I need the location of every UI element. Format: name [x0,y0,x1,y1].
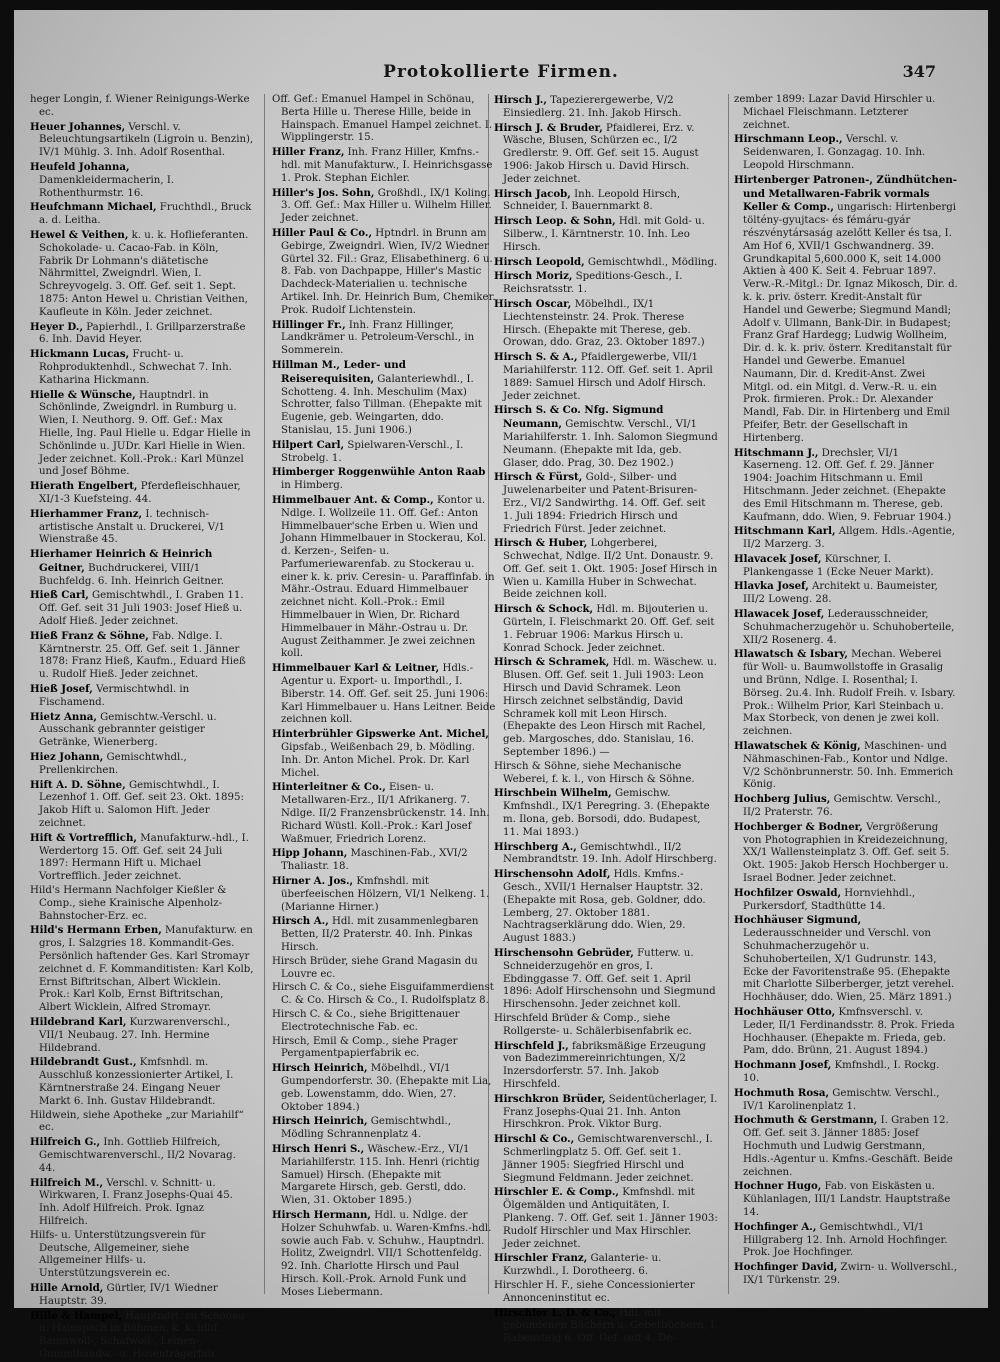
firm-details: Hauptndrl. in Schönlinde, Zweigndrl. in Rumburg u. Wien, I. Neuthorg. 9. Off. Gef.: Max Hielle, Ing. Paul Hielle u. Edgar Hielle in Schönlinde u. JUDr. Karl Hielle in Wien. Jeder zeichnet. Koll.-Prok.: Karl Münzel und Josef Böhme. [39,389,251,478]
firm-name: Himmelbauer Karl & Leitner, [272,662,440,675]
firm-details: Inh. Franz Hiller, Kmfns.-hdl. mit Manufakturw., I. Heinrichsgasse 1. Prok. Stephan Eichler. [281,147,493,184]
column-1 [30,94,254,1360]
firm-name: Hiller Franz, [272,146,345,159]
firm-entry [494,787,718,839]
firm-entry [494,298,718,350]
firm-name: Hift & Vortrefflich, [30,831,137,844]
firm-name: Hirsch Heinrich, [272,1115,368,1128]
firm-details: Papierhdl., I. Grillparzerstraße 6. Inh. David Heyer. [39,321,246,346]
firm-details: in Himberg. [281,480,344,492]
firm-entry [494,841,718,868]
firm-entry [30,832,254,884]
firm-details: Maschinen-Fab., XVI/2 Thaliastr. 18. [281,848,468,873]
page-number: 347 [902,62,936,81]
firm-entry [494,1186,718,1251]
firm-entry [272,1209,496,1300]
firm-details: Mechan. Weberei für Woll- u. Baumwollstoffe in Grasalig und Brünn, Ndlge. I. Rosenthal; I. Börseg. 2u.4. Inh. Rudolf Freih. v. Isbary. Prok.: Wilhelm Prior, Karl Steinbach u. Max Storbeck, von denen je zwei koll. zeichnen. [743,649,956,738]
firm-name: Hochmuth Rosa, [734,1086,830,1099]
firm-name: Hirschler Franz, [494,1252,588,1265]
firm-name: Hirsch Henri S., [272,1142,365,1155]
firm-details: Hdl. u. Ndlge. der Holzer Schuhwfab. u. Waren-Kmfns.-hdl. sowie auch Fab. v. Schuhw., Hauptndrl. Holitz, Zweigndrl. VII/1 Schottenfeldg. 92. Inh. Charlotte Hirsch und Paul Hirsch. Koll.-Prok. Arnold Funk und Moses Liebermann. [281,1209,492,1298]
firm-name: Hochhäuser Otto, [734,1005,836,1018]
firm-entry [734,740,958,792]
firm-details: Kontor u. Ndlge. I. Wollzeile 11. Off. Gef.: Anton Himmelbauer'sche Erben u. Wien und Johann Himmelbauer in Stockerau, Kol. d. Kerzen-, Seifen- u. Parfumeriewarenfab. zu Stockerau u. einer k. k. priv. Ceresin- u. Paraffinfab. in Mähr.-Ostrau. Eduard Himmelbauer zeichnet nicht. Koll.-Prok.: Emil Himmelbauer in Wien, Dr. Richard Himmelbauer in Mähr.-Ostrau u. Dr. August Zeithammer. Je zwei zeichnen koll. [281,494,495,660]
firm-details: Off. Gef.: Emanuel Hampel in Schönau, Berta Hille u. Therese Hille, beide in Hainspach. Emanuel Hampel zeichnet. I. Wipplingerstr. 15. [272,94,493,144]
firm-details: Hdl. mit gebundenen Büchern u. Gebetbüchern, I. Rabensteig 6. Off. Gef. seit 4. De- [503,1307,718,1345]
firm-details: Hirschler H. F., siehe Concessionierter Annonceninstitut ec. [494,1279,695,1304]
firm-name: Hiez Johann, [30,751,104,764]
firm-entry [734,174,958,446]
firm-entry [494,351,718,403]
firm-name: Hirsch & Fürst, [494,471,583,484]
firm-entry [30,1177,254,1229]
firm-details: Hirsch Brüder, siehe Grand Magasin du Louvre ec. [272,955,478,980]
firm-entry [494,537,718,602]
firm-entry [30,548,254,588]
firm-entry [494,656,718,759]
firm-name: Hilfreich M., [30,1176,103,1189]
firm-entry [30,348,254,387]
firm-entry [30,1016,254,1055]
firm-name: Hirschfeld J., [494,1039,569,1052]
firm-details: Hornviehhdl., Purkersdorf, Stadthütte 14. [743,887,916,912]
firm-entry [30,389,254,480]
firm-details: Kmfsnhdl. m. Ausschluß konzessionierter Artikel, I. Kärntnerstraße 24. Eingang Neuer Markt 6. Inh. Gustav Hildebrandt. [39,1057,234,1107]
firm-details: Lohgerberei, Schwechat, Ndlge. II/2 Unt. Donaustr. 9. Off. Gef. seit 1. Okt. 1905: Josef Hirsch in Wien u. Kamilla Huber in Schwechat. Beide zeichnen koll. [503,538,718,601]
firm-name: Hietz Anna, [30,710,97,723]
page-header [14,62,988,92]
firm-details: Gemischtwhdl., VI/1 Hillgraberg 12. Inh. Arnold Hochfinger. Prok. Joe Hochfinger. [743,1221,948,1259]
firm-entry [272,875,496,914]
firm-name: Hitschmann Karl, [734,525,836,538]
firm-details: Hdl. m. Bijouterien u. Gürteln, I. Fleischmarkt 20. Off. Gef. seit 1. Februar 1906: Markus Hirsch u. Konrad Schock. Jeder zeichnet. [503,604,715,654]
firm-details: Eisen- u. Metallwaren-Erz., II/1 Afrikanerg. 7. Ndlge. II/2 Franzensbrückenstr. 14. Inh. Richard Wüstl. Koll.-Prok.: Karl Josef Waßmuer, Friedrich Lorenz. [281,782,490,845]
running-title: Protokollierte Firmen. [383,62,619,82]
firm-entry [734,1087,958,1114]
firm-name: Hilpert Carl, [272,438,345,451]
firm-details: Gipsfab., Weißenbach 29, b. Mödling. Inh. Dr. Anton Michel. Prok. Dr. Karl Michel. [281,742,476,779]
firm-details: Lederausschneider und Verschl. von Schuhmacherzugehör u. Schuhoberteilen, X/1 Gudrunstr. 143, Ecke der Favoritenstraße 95. (Ehepakte mit Charlotte Silberberger, jetzt verehel. Hochhäuser, ddo. Wien, 25. März 1891.) [743,928,955,1004]
firm-details: I. technisch-artistische Anstalt u. Druckerei, V/1 Wienstraße 45. [39,508,225,546]
firm-entry [272,227,496,318]
firm-details: Speditions-Gesch., I. Reichsratsstr. 1. [503,271,683,296]
firm-name: Hielle & Wünsche, [30,388,136,401]
firm-entry [272,956,496,982]
firm-details: Großhdl., IX/1 Koling. 3. Off. Gef.: Max Hiller u. Wilhelm Hiller. Jeder zeichnet. [281,187,492,225]
firm-name: Hierhamer Heinrich & Heinrich Geitner, [30,548,213,574]
firm-details: Wäschew.-Erz., VI/1 Mariahilferstr. 115. Inh. Henri (richtig Samuel) Hirsch. (Ehepakte mit Margarete Hirsch, geb. Gerstl, ddo. Wien, 31. Oktober 1895.) [281,1143,480,1207]
firm-details: Pfaidlergewerbe, VII/1 Mariahilferstr. 112. Off. Gef. seit 1. April 1889: Samuel Hirsch und Adolf Hirsch. Jeder zeichnet. [503,352,713,402]
firm-name: Himmelbauer Ant. & Comp., [272,493,434,506]
firm-details: Kmfnshdl. mit Ölgemälden und Antiquitäten, I. Plankeng. 7. Off. Gef. seit 1. Jänner 1903: Rudolf Hirschler und Max Hirschler. Jeder zeichnet. [503,1187,718,1250]
firm-name: Hild's Hermann Erben, [30,924,162,937]
firm-entry [30,94,254,120]
firm-entry [272,1009,496,1035]
firm-entry [494,947,718,1012]
document-page [14,10,988,1360]
firm-entry [272,1036,496,1062]
firm-entry [734,133,958,172]
firm-entry [30,751,254,778]
firm-details: Gemischtwhdl., Mödling Schrannenplatz 4. [281,1116,452,1141]
firm-details: Hirsch, Emil & Comp., siehe Prager Pergamentpapierfabrik ec. [272,1035,458,1060]
firm-details: Möbelhdl., IX/1 Liechtensteinstr. 24. Prok. Therese Hirsch. (Ehepakte mit Therese, geb. Orowan, ddo. Graz, 23. Oktober 1897.) [503,298,705,349]
firm-name: Hirsch & Schock, [494,603,594,616]
firm-entry [30,1282,254,1309]
firm-details: Buchdruckerei, VIII/1 Buchfeldg. 6. Inh. Heinrich Geitner. [39,562,224,587]
firm-name: Hierhammer Franz, [30,507,143,520]
firm-entry [494,1040,718,1092]
firm-entry [494,270,718,297]
firm-entry [30,508,254,547]
firm-entry [272,982,496,1008]
firm-entry [30,201,254,228]
firm-name: Heuer Johannes, [30,120,126,133]
firm-details: Gemischtwhdl., II/2 Nembrandtstr. 19. Inh. Adolf Hirschberg. [503,841,717,866]
firm-name: Hirschbein Wilhelm, [494,787,612,800]
firm-details: Drechsler, VI/1 Kaserneng. 12. Off. Gef. f. 29. Jänner 1904: Joachim Hitschmann u. Emil Hitschmann. Jeder zeichnet. (Ehepakte des Emil Hitschmann m. Therese, geb. Kaufmann, ddo. Wien, 9. Februar 1904.) [743,447,952,523]
firm-entry [30,711,254,750]
firm-entry [272,847,496,874]
firm-details: Gürtler, IV/1 Wiedner Hauptstr. 39. [39,1282,218,1307]
column-divider [728,94,729,1294]
firm-entry [494,1280,718,1306]
firm-entry [734,447,958,525]
firm-entry [494,215,718,254]
firm-name: Hirschl & Co., [494,1133,575,1146]
firm-name: Hlavka Josef, [734,580,809,593]
firm-details: Möbelhdl., VI/1 Gumpendorferstr. 30. (Ehepakte mit Lia, geb. Lowenstamm, ddo. Wien, 27. Oktober 1894.) [281,1063,492,1113]
firm-entry [272,662,496,727]
firm-name: Hitschmann J., [734,446,819,459]
firm-name: Hinterbrühler Gipswerke Ant. Michel, [272,728,489,741]
firm-name: Hipp Johann, [272,847,348,860]
firm-entry [494,761,718,787]
firm-entry [494,122,718,187]
firm-entry [734,914,958,1005]
firm-entry [272,494,496,661]
firm-name: Hirsch Leop. & Sohn, [494,215,616,228]
firm-details: Kmfnsverschl. v. Leder, II/1 Ferdinandsstr. 8. Prok. Frieda Hochhauser. (Ehepakte m. Frieda, geb. Pam, ddo. Brünn, 21. August 1894.) [743,1006,955,1057]
firm-details: Damenkleidermacherin, I. Rothenthurmstr. 16. [39,174,175,199]
firm-name: Hillman M., Leder- und Reiserequisiten, [272,358,406,385]
firm-name: Hlavacek Josef, [734,552,822,565]
firm-details: Gemischtw. Verschl., IV/1 Karolinenplatz 1. [743,1087,940,1112]
firm-name: Hirsch A., [272,915,329,928]
firm-entry [734,648,958,739]
firm-entry [494,1093,718,1132]
firm-entry [494,1133,718,1185]
firm-name: Hirschkron Brüder, [494,1092,606,1105]
firm-entry [30,321,254,348]
firm-name: Hirsch Hermann, [272,1208,371,1221]
firm-entry [30,885,254,923]
column-2 [272,94,496,1298]
firm-details: Hirsch & Söhne, siehe Mechanische Weberei, f. k. l., von Hirsch & Söhne. [494,760,695,785]
firm-entry [30,121,254,160]
firm-name: Hochfinger David, [734,1261,838,1274]
firm-name: Hlawacek Josef, [734,608,825,621]
firm-details: Hauptndrl. zu Schönau u. Hainspach in Böhmen, k. k. ldbf. Baumwoll-, Schafwoll-, Leinen-, Gummibandw.- u. Hosenträgerfab. [39,1310,245,1360]
firm-details: Gemischtwhdl., I. Lezenhof 1. Off. Gef. seit 23. Okt. 1895: Jakob Hift u. Salomon Hift. Jeder zeichnet. [39,779,244,830]
firm-details: Hirsch C. & Co., siehe Brigittenauer Electrotechnische Fab. ec. [272,1008,460,1033]
firm-name: Hildebrand Karl, [30,1015,127,1028]
firm-entry [272,94,496,145]
firm-details: Gemischtw.-Verschl. u. Ausschank gebrannter geistiger Getränke, Wienerberg. [39,711,217,749]
firm-name: Himberger Roggenwühle Anton Raab [272,466,486,479]
firm-entry [734,525,958,552]
firm-entry [734,1180,958,1219]
firm-name: Hlawatschek & König, [734,740,861,753]
firm-details: Hilfs- u. Unterstützungsverein für Deutsche, Allgemeiner, siehe Allgemeiner Hilfs- u. Unterstützungsverein ec. [30,1229,206,1280]
firm-details: Gemischw. Kmfnshdl., IX/1 Peregring. 3. (Ehepakte m. Ilona, geb. Borsodi, ddo. Budapest, 11. Mai 1893.) [503,788,710,838]
firm-entry [272,1143,496,1208]
firm-details: Hildwein, siehe Apotheke „zur Mariahilf“ ec. [30,1109,244,1134]
firm-name: Hierath Engelbert, [30,480,138,493]
firm-details: Hdls.-Agentur u. Export- u. Importhdl., I. Biberstr. 14. Off. Gef. seit 25. Juni 1906: Karl Himmelbauer u. Hans Leitner. Beide zeichnen koll. [281,663,496,726]
firm-entry [734,553,958,580]
firm-name: Hillinger Fr., [272,318,346,331]
firm-details: Gold-, Silber- und Juwelenarbeiter und Patent-Brisuren-Erz., VI/2 Sandwirthg. 14. Off. Gef. seit 1. Juli 1894: Friedrich Hirsch und Friedrich Fürst. Jeder zeichnet. [503,472,706,535]
firm-details: Hdl. mit Gold- u. Silberw., I. Kärntnerstr. 10. Inh. Leo Hirsch. [503,216,705,253]
firm-name: Hiller's Jos. Sohn, [272,186,375,199]
firm-entry [734,94,958,132]
firm-details: Tapezierergewerbe, V/2 Einsiedlerg. 21. Inh. Jakob Hirsch. [503,95,682,119]
firm-name: Hift A. D. Söhne, [30,778,126,791]
firm-entry [734,887,958,914]
firm-details: Seidentücherlager, I. Franz Josephs-Quai 21. Inh. Anton Hirschkron. Prok. Viktor Burg. [503,1093,718,1131]
firm-details: Fruchthdl., Bruck a. d. Leitha. [39,202,252,227]
firm-name: Hieß Josef, [30,683,93,696]
firm-entry [734,608,958,647]
firm-name: Heufeld Johanna, [30,160,130,173]
firm-details: Pferdefleischhauer, XI/1-3 Kuefsteing. 44. [39,481,241,505]
firm-name: Hieß Carl, [30,589,89,602]
firm-entry [30,1110,254,1136]
firm-entry [30,924,254,1015]
firm-details: Hdls. Kmfns.-Gesch., XVII/1 Hernalser Hauptstr. 32. (Ehepakte mit Rosa, geb. Goldner, ddo. Lemberg, 27. Oktober 1881. Nachtragserklärung ddo. Wien, 29. August 1883.) [503,869,706,945]
firm-details: Gemischtwhdl., Mödling. [587,256,718,268]
firm-details: Fab. Ndlge. I. Kärntnerstr. 25. Off. Gef. seit 1. Jänner 1878: Franz Hieß, Kaufm., Eduard Hieß u. Rudolf Hieß. Jeder zeichnet. [39,630,246,681]
firm-details: Verschl. v. Seidenwaren, I. Gonzagag. 10. Inh. Leopold Hirschmann. [743,134,926,171]
firm-name: Hochhäuser Sigmund, [734,914,862,927]
firm-name: Hochfinger A., [734,1220,817,1233]
firm-name: Hirschmann Leop., [734,133,843,146]
firm-details: Manufakturw. en gros, I. Salzgries 18. Kommandit-Ges. Persönlich haftender Ges. Karl Stromayr zeichnet d. F. Kommanditisten: Karl Kolb, Ernst Biftritschan, Albert Wicklein. Prok.: Karl Kolb, Ernst Biftritschan, Albert Wicklein, Alfred Stromayr. [39,925,254,1014]
firm-entry [494,603,718,655]
firm-entry [272,187,496,226]
firm-entry [494,256,718,270]
firm-details: Hdl. mit zusammenlegbaren Betten, II/2 Praterstr. 40. Inh. Pinkas Hirsch. [281,916,479,953]
firm-details: Kürschner, I. Plankengasse 1 (Ecke Neuer Markt). [743,553,934,578]
firm-entry [30,1310,254,1362]
firm-name: Hickmann Lucas, [30,348,130,361]
firm-details: Inh. Gottlieb Hilfreich, Gemischtwarenverschl., II/2 Novarag. 44. [39,1137,236,1174]
firm-details: fabriksmäßige Erzeugung von Badezimmereinrichtungen, X/2 Inzersdorferstr. 57. Inh. Jakob Hirschfeld. [503,1040,706,1090]
firm-entry [30,779,254,831]
firm-name: Hirtenberger Patronen-, Zündhütchen- und Metallwaren-Fabrik vormals Keller & Comp., [734,173,958,214]
firm-name: Hildebrandt Gust., [30,1056,137,1069]
firm-entry [30,683,254,710]
firm-entry [494,1307,718,1346]
firm-name: Hirschberg A., [494,840,577,853]
firm-name: Hirschler E. & Comp., [494,1186,619,1199]
firm-entry [30,480,254,507]
firm-details: Vermischtwhdl. in Fischamend. [39,684,190,708]
firm-name: Hirschler L. D. & Co., [494,1306,616,1319]
firm-details: Galanterie- u. Kurzwhdl., I. Dorotheerg. 6. [503,1253,662,1278]
firm-entry [272,146,496,185]
firm-details: Manufakturw.-hdl., I. Werdertorg 15. Off. Gef. seit 24 Juli 1897: Hermann Hift u. Michael Vortrefflich. Jeder zeichnet. [39,832,249,883]
firm-details: Hirschfeld Brüder & Comp., siehe Rollgerste- u. Schälerbisenfabrik ec. [494,1012,692,1037]
firm-name: Hinterleitner & Co., [272,781,386,794]
firm-details: Allgem. Hdls.-Agentie, II/2 Marzerg. 3. [743,526,956,551]
firm-details: Kmfnshdl. mit überfeeischen Hölzern, VI/1 Nelkeng. 1. (Marianne Hirner.) [281,876,490,913]
firm-details: I. Graben 12. Off. Gef. seit 3. Jänner 1885: Josef Hochmuth und Ludwig Gerstmann, Hdls.-Agentur u. Kmfns.-Geschäft. Beide zeichnen. [743,1115,953,1178]
firm-details: Hdl. m. Wäschew. u. Blusen. Off. Gef. seit 1. Juli 1903: Leon Hirsch und David Schramek. Leon Hirsch zeichnet selbständig, David Schramek koll mit Leon Hirsch. (Ehepakte des Leon Hirsch mit Rachel, geb. Margosches, ddo. Stanislau, 16. September 1896.) — [503,657,717,759]
firm-entry [272,1115,496,1142]
firm-name: Hochmuth & Gerstmann, [734,1114,878,1127]
firm-entry [272,359,496,438]
firm-details: Hirsch C. & Co., siehe Eisguifammerdienst C. & Co. Hirsch & Co., I. Rudolfsplatz 8. [272,982,494,1007]
firm-name: Hirschensohn Gebrüder, [494,947,634,959]
firm-details: Zwirn- u. Wollverschl., IX/1 Türkenstr. 29. [743,1262,958,1286]
firm-entry [494,1252,718,1279]
firm-entry [734,1059,958,1086]
firm-details: Vergrößerung von Photographien in Kreidezeichnung, XX/1 Wallensteinplatz 3. Off. Gef. seit 5. Okt. 1905: Jakob Hersch Hochberger u. Israel Bodner. Jeder zeichnet. [743,821,950,885]
firm-entry [30,1056,254,1108]
firm-entry [734,1006,958,1058]
firm-name: Hille Arnold, [30,1281,104,1294]
firm-entry [272,319,496,358]
firm-entry [494,94,718,121]
firm-entry [272,915,496,954]
firm-details: Inh. Leopold Hirsch, Schneider, I. Bauernmarkt 8. [503,188,681,213]
firm-entry [734,580,958,607]
firm-entry [272,781,496,846]
firm-entry [272,1062,496,1114]
firm-name: Hochberg Julius, [734,793,831,806]
firm-details: Hptndrl. in Brunn am Gebirge, Zweigndrl. Wien, IV/2 Wiedner Gürtel 32. Fil.: Graz, Elisabethinerg. 6 u. 8. Fab. von Dachpappe, Hiller's Mastic Dachdeck-Materialien u. technische Artikel. Inh. Dr. Heinrich Bum, Chemiker. Prok. Rudolf Lichtenstein. [281,227,496,316]
firm-details: Gemischtwhdl., Prellenkirchen. [39,752,187,776]
firm-details: Gemischtwarenverschl., I. Schmerlingplatz 5. Off. Gef. seit 1. Jänner 1905: Siegfried Hirschl und Siegmund Feldmann. Jeder zeichnet. [503,1134,713,1184]
firm-details: Galanteriewhdl., I. Schotteng. 4. Inh. Meschulim (Max) Schrotter, falso Tillman. (Ehepakte mit Eugenie, geb. Weingarten, ddo. Stanislau, 15. Juni 1906.) [281,373,482,436]
firm-entry [30,630,254,682]
firm-details: Spielwaren-Verschl., I. Strobelg. 1. [281,439,464,464]
firm-name: Hochfilzer Oswald, [734,886,842,899]
firm-entry [494,1013,718,1039]
firm-entry [494,471,718,536]
firm-entry [272,466,496,493]
firm-details: Gemischtwhdl., I. Graben 11. Off. Gef. seit 31 Juli 1903: Josef Hieß u. Adolf Hieß. Jeder zeichnet. [39,590,244,628]
firm-name: Hewel & Veithen, [30,228,129,241]
firm-name: Heyer D., [30,320,83,333]
firm-name: Hirsch Oscar, [494,297,572,310]
column-divider [264,94,265,1294]
firm-details: k. u. k. Hoflieferanten. Schokolade- u. Cacao-Fab. in Köln, Fabrik Dr Lohmann's diätetische Nährmittel, Zweigndrl. Wien, I. Schreyvogelg. 3. Off. Gef. seit 1. Sept. 1875: Anton Hewel u. Christian Veithen, Kaufleute in Köln. Jeder zeichnet. [39,229,249,318]
firm-name: Hirsch J., [494,94,547,106]
firm-name: Hirsch J. & Bruder, [494,121,603,134]
firm-details: Architekt u. Baumeister, III/2 Loweng. 28. [743,581,938,606]
firm-details: Verschl. v. Beleuchtungsartikeln (Ligroin u. Benzin), IV/1 Mühlg. 3. Inh. Adolf Rosenthal. [39,121,254,159]
firm-name: Hirsch S. & A., [494,351,578,364]
firm-name: Hochner Hugo, [734,1180,822,1193]
firm-name: Hirsch Heinrich, [272,1062,368,1075]
firm-details: Maschinen- und Nähmaschinen-Fab., Kontor und Ndlge. V/2 Schönbrunnerstr. 50. Inh. Emmerich König. [743,741,954,791]
firm-details: zember 1899: Lazar David Hirschler u. Michael Fleischmann. Letzterer zeichnet. [734,94,936,131]
firm-details: Fab. von Eiskästen u. Kühlanlagen, III/1 Landstr. Hauptstraße 14. [743,1181,951,1218]
firm-details: Pfaidlerei, Erz. v. Wäsche, Blusen, Schürzen ec., I/2 Gredlerstr. 9. Off. Gef. seit 15. August 1906: Jakob Hirsch u. David Hirsch. Jeder zeichnet. [503,122,699,185]
firm-details: Hild's Hermann Nachfolger Kießler & Comp., siehe Krainische Alpenholz-Bahnstocher-Erz. ec. [30,885,227,922]
firm-entry [734,1114,958,1179]
firm-details: ungarisch: Hirtenbergi töltény-gyujtacs- és fémáru-gyár részvénytársaság azelőtt Keller és tsa, I. Am Hof 6, XVII/1 Gschwandnerg. 39. Grundkapital 5,600.000 K, seit 14.000 Aktien à 400 K. Seit 4. Februar 1897. Verw.-R.-Mitgl.: Dr. Ignaz Mikosch, Dir. d. k. k. priv. österr. Kredit-Anstalt für Handel und Gewerbe; Siegmund Mandl; Adolf v. Ullmann, Bank-Dir. in Budapest; Franz Graf Hardegg; Ludwig Wollheim, Dir. d. k. k. priv. österr. Kreditanstalt für Handel und Gewerbe. Emanuel Naumann, Dir. d. Kredit-Anst. Zwei Mitgl. od. ein Mitgl. d. Verw.-R. u. ein Prok. firmieren. Prok.: Dr. Alexander Mandl, Fab. Dir. in Hirtenberg und Emil Pfeifer, Betr. der Gesellschaft in Hirtenberg. [743,202,958,444]
firm-details: Inh. Franz Hillinger, Landkrämer u. Petroleum-Verschl., in Sommerein. [281,319,475,357]
firm-name: Hochberger & Bodner, [734,820,863,833]
firm-name: Hlawatsch & Isbary, [734,648,848,661]
firm-name: Hochmann Josef, [734,1059,832,1072]
firm-entry [272,728,496,780]
column-3 [494,94,718,1345]
firm-details: Gemischtw. Verschl., VI/1 Mariahilferstr. 1. Inh. Salomon Siegmund Neumann. (Ehepakte mit Ida, geb. Glaser, ddo. Prag, 30. Dez 1902.) [503,419,718,469]
firm-name: Heufchmann Michael, [30,201,157,214]
firm-details: Gemischtw. Verschl., II/2 Praterstr. 76. [743,794,941,819]
firm-entry [734,1261,958,1288]
firm-details: Lederausschneider, Schuhmacherzugehör u. Schuhoberteile, XII/2 Rosenerg. 4. [743,609,955,646]
firm-name: Hilfreich G., [30,1136,101,1149]
firm-name: Hirsch Leopold, [494,255,585,268]
firm-entry [734,1221,958,1260]
firm-entry [494,404,718,470]
firm-entry [30,229,254,320]
firm-entry [30,1136,254,1175]
firm-details: Frucht- u. Rohproduktenhdl., Schwechat 7. Inh. Katharina Hickmann. [39,349,232,386]
firm-entry [272,439,496,466]
firm-name: Hieß Franz & Söhne, [30,629,149,642]
firm-entry [494,868,718,946]
firm-name: Hirsch Moriz, [494,270,573,283]
firm-details: Verschl. v. Schnitt- u. Wirkwaren, I. Franz Josephs-Quai 45. Inh. Adolf Hilfreich. Prok. Ignaz Hilfreich. [39,1177,233,1227]
firm-entry [494,188,718,215]
firm-details: Kurzwarenverschl., VII/1 Neubaug. 27. Inh. Hermine Hildebrand. [39,1016,230,1054]
column-4 [734,94,958,1294]
firm-entry [30,589,254,628]
firm-entry [30,161,254,200]
firm-details: Kmfnshdl., I. Rockg. 10. [743,1060,940,1084]
firm-name: Hirsch S. & Co. Nfg. Sigmund Neumann, [494,404,664,431]
firm-entry [734,821,958,886]
firm-name: Hille & Hampel, [30,1309,123,1322]
firm-details: Futterw. u. Schneiderzugehör en gros, I. Ebdinggasse 7. Off. Gef. seit 1. April 1896: Adolf Hirschensohn und Siegmund Hirschensohn. Jeder zeichnet koll. [503,948,716,1011]
firm-name: Hirner A. Jos., [272,875,354,888]
firm-name: Hiller Paul & Co., [272,226,373,239]
firm-entry [734,793,958,820]
firm-entry [30,1230,254,1281]
firm-name: Hirsch & Huber, [494,537,588,550]
firm-name: Hirschensohn Adolf, [494,868,611,881]
firm-name: Hirsch Jacob, [494,187,571,200]
firm-name: Hirsch & Schramek, [494,656,610,669]
firm-details: heger Longin, f. Wiener Reinigungs-Werke ec. [30,94,250,118]
